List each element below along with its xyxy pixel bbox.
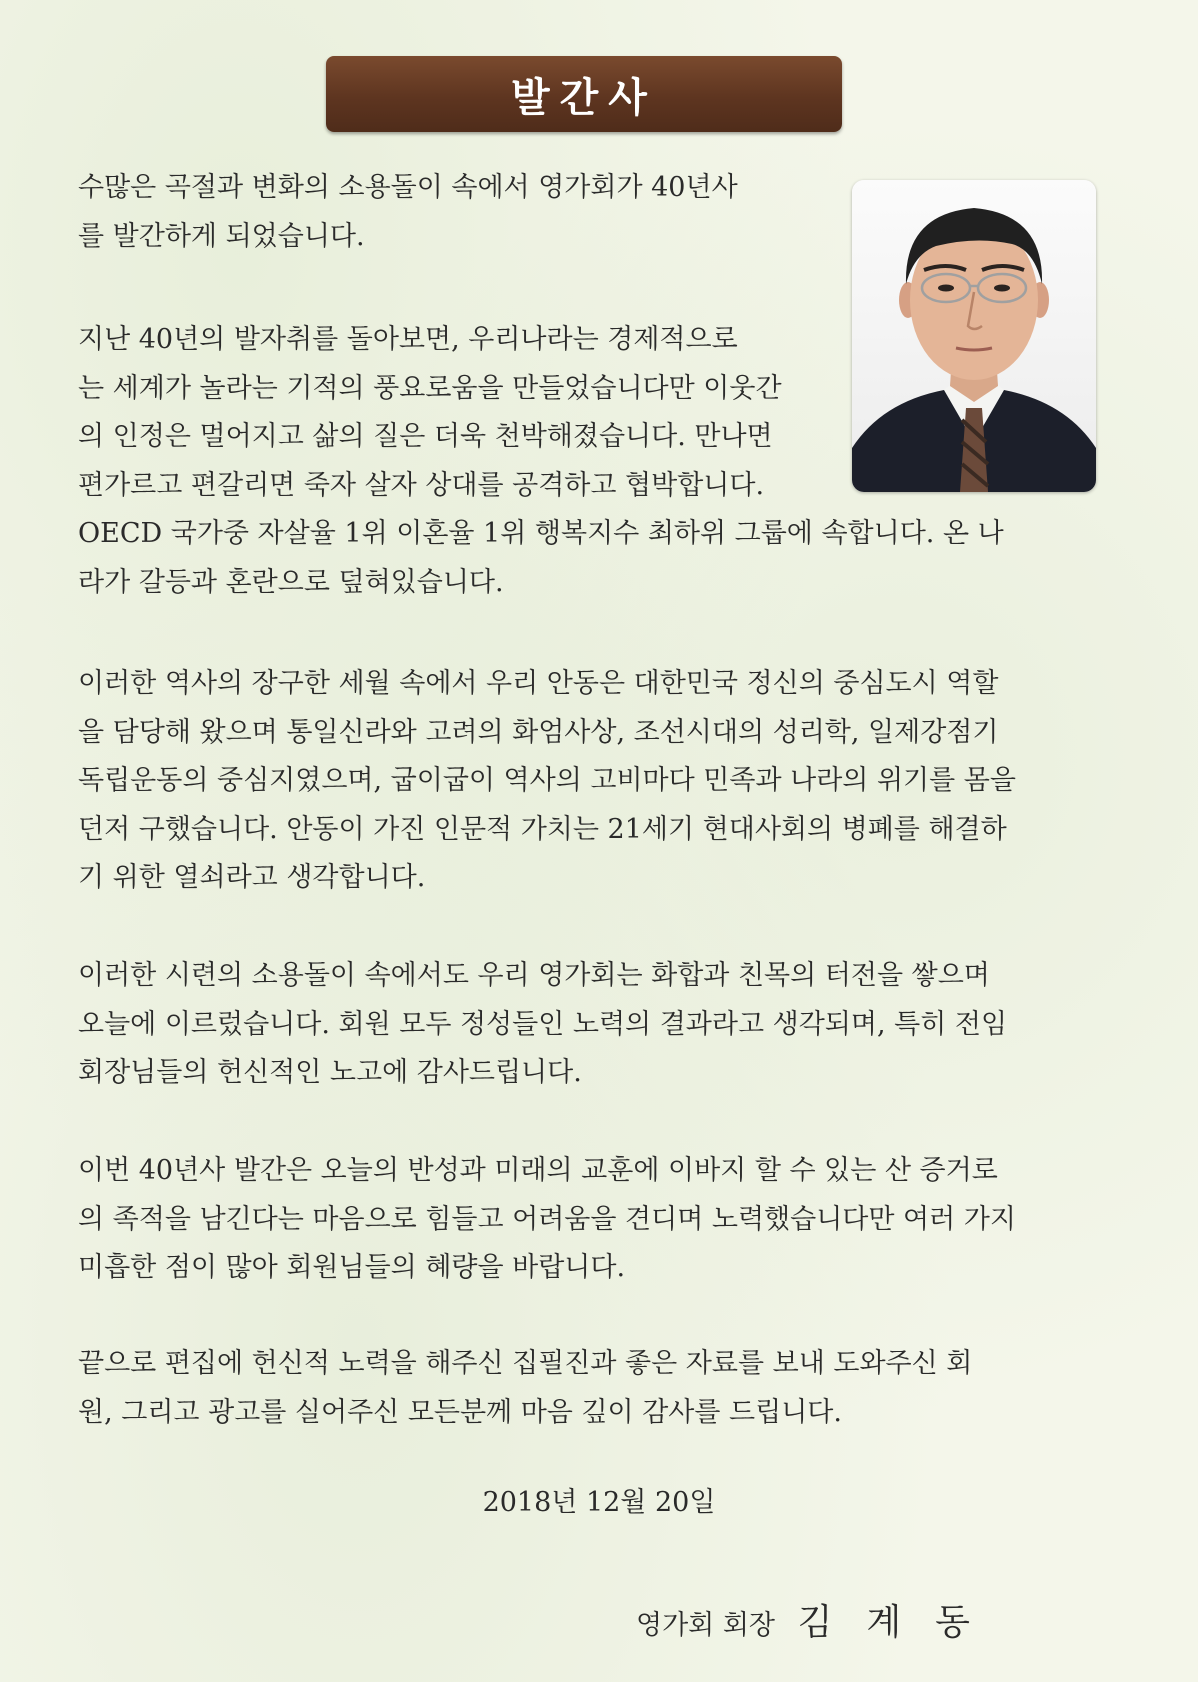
paragraph-line: 의 족적을 남긴다는 마음으로 힘들고 어려움을 견디며 노력했습니다만 여러 가지 bbox=[78, 1203, 1016, 1235]
paragraph-4 bbox=[78, 952, 1007, 1098]
paragraph-line: 이번 40년사 발간은 오늘의 반성과 미래의 교훈에 이바지 할 수 있는 산 증거로 bbox=[78, 1155, 998, 1186]
paragraph-line: 의 인정은 멀어지고 삶의 질은 더욱 천박해졌습니다. 만나면 bbox=[78, 421, 773, 452]
page-title: 발간사 bbox=[511, 74, 657, 121]
paragraph-line: 던저 구했습니다. 안동이 가진 인문적 가치는 21세기 현대사회의 병폐를 해결하 bbox=[78, 813, 1007, 845]
signature-block bbox=[636, 1594, 1004, 1645]
paragraph-line: 지난 40년의 발자취를 돌아보면, 우리나라는 경제적으로 bbox=[78, 324, 738, 355]
signature-role: 영가회 회장 bbox=[636, 1610, 775, 1641]
paragraph-line: 를 발간하게 되었습니다. bbox=[78, 220, 365, 252]
paragraph-line: 회장님들의 헌신적인 노고에 감사드립니다. bbox=[78, 1057, 582, 1088]
paragraph-line: 을 담당해 왔으며 통일신라와 고려의 화엄사상, 조선시대의 성리학, 일제강점기 bbox=[78, 716, 999, 748]
paragraph-6 bbox=[78, 1340, 972, 1437]
publication-date: 2018년 12월 20일 bbox=[482, 1487, 716, 1518]
paragraph-5 bbox=[78, 1147, 1016, 1293]
paragraph-line: 원, 그리고 광고를 실어주신 모든분께 마음 깊이 감사를 드립니다. bbox=[78, 1396, 842, 1428]
paragraph-line: 기 위한 열쇠라고 생각합니다. bbox=[78, 862, 426, 893]
paragraph-line: 라가 갈등과 혼란으로 덮혀있습니다. bbox=[78, 566, 504, 598]
paragraph-line: 는 세계가 놀라는 기적의 풍요로움을 만들었습니다만 이웃간 bbox=[78, 372, 782, 404]
paragraph-2 bbox=[78, 316, 1004, 607]
paragraph-line: 이러한 시련의 소용돌이 속에서도 우리 영가회는 화합과 친목의 터전을 쌓으며 bbox=[78, 960, 990, 991]
paragraph-line: 수많은 곡절과 변화의 소용돌이 속에서 영가회가 40년사 bbox=[78, 172, 738, 203]
paragraph-line: 오늘에 이르렀습니다. 회원 모두 정성들인 노력의 결과라고 생각되며, 특히 전임 bbox=[78, 1008, 1008, 1040]
paragraph-1 bbox=[78, 164, 738, 261]
paragraph-line: 편가르고 편갈리면 죽자 살자 상대를 공격하고 협박합니다. bbox=[78, 469, 765, 501]
paragraph-3 bbox=[78, 660, 1016, 903]
paragraph-line: 미흡한 점이 많아 회원님들의 혜량을 바랍니다. bbox=[78, 1252, 626, 1283]
title-banner bbox=[326, 56, 842, 132]
paragraph-line: 독립운동의 중심지였으며, 굽이굽이 역사의 고비마다 민족과 나라의 위기를 몸을 bbox=[78, 765, 1016, 796]
signature-name: 김계동 bbox=[797, 1602, 1004, 1643]
paragraph-line: OECD 국가중 자살율 1위 이혼율 1위 행복지수 최하위 그룹에 속합니다. 온 나 bbox=[78, 518, 1004, 549]
paragraph-line: 이러한 역사의 장구한 세월 속에서 우리 안동은 대한민국 정신의 중심도시 역할 bbox=[78, 668, 999, 699]
paragraph-line: 끝으로 편집에 헌신적 노력을 해주신 집필진과 좋은 자료를 보내 도와주신 회 bbox=[78, 1348, 973, 1379]
